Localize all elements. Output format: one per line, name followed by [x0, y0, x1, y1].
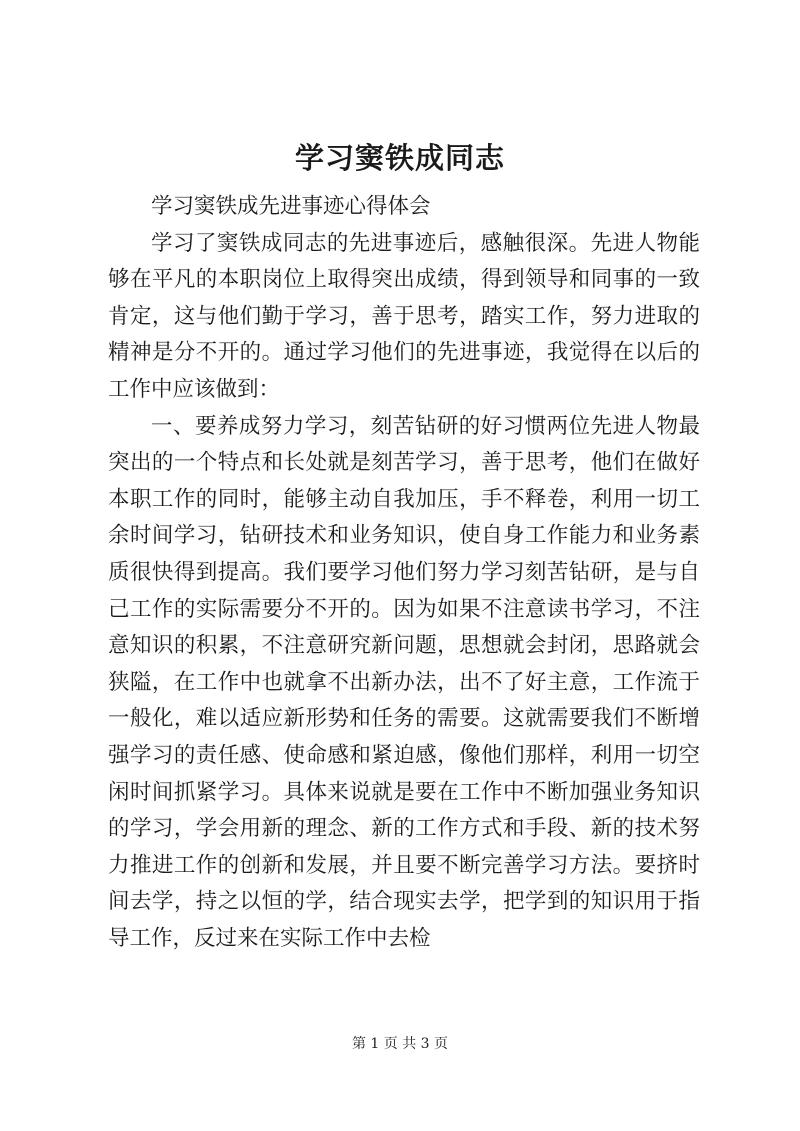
document-body: [108, 189, 700, 957]
document-subtitle: 学习窦铁成先进事迹心得体会: [151, 194, 431, 219]
paragraph-intro: 学习了窦铁成同志的先进事迹后，感触很深。先进人物能够在平凡的本职岗位上取得突出成绩，得到领导和同事的一致肯定，这与他们勤于学习，善于思考，踏实工作，努力进取的精神是分不开的。通过学习他们的先进事迹，我觉得在以后的工作中应该做到：: [108, 230, 700, 402]
page-footer: 第 1 页 共 3 页: [351, 1036, 449, 1052]
paragraph-point-one: 一、要养成努力学习，刻苦钻研的好习惯两位先进人物最突出的一个特点和长处就是刻苦学习，善于思考，他们在做好本职工作的同时，能够主动自我加压，手不释卷，利用一切工余时间学习，钻研技术和业务知识，使自身工作能力和业务素质很快得到提高。我们要学习他们努力学习刻苦钻研，是与自己工作的实际需要分不开的。因为如果不注意读书学习，不注意知识的积累，不注意研究新问题，思想就会封闭，思路就会狭隘，在工作中也就拿不出新办法，出不了好主意，工作流于一般化，难以适应新形势和任务的需要。这就需要我们不断增强学习的责任感、使命感和紧迫感，像他们那样，利用一切空闲时间抓紧学习。具体来说就是要在工作中不断加强业务知识的学习，学会用新的理念、新的工作方式和手段、新的技术努力推进工作的创新和发展，并且要不断完善学习方法。要挤时间去学，持之以恒的学，结合现实去学，把学到的知识用于指导工作，反过来在实际工作中去检: [108, 413, 700, 951]
document-title: 学习窦铁成同志: [294, 141, 505, 175]
